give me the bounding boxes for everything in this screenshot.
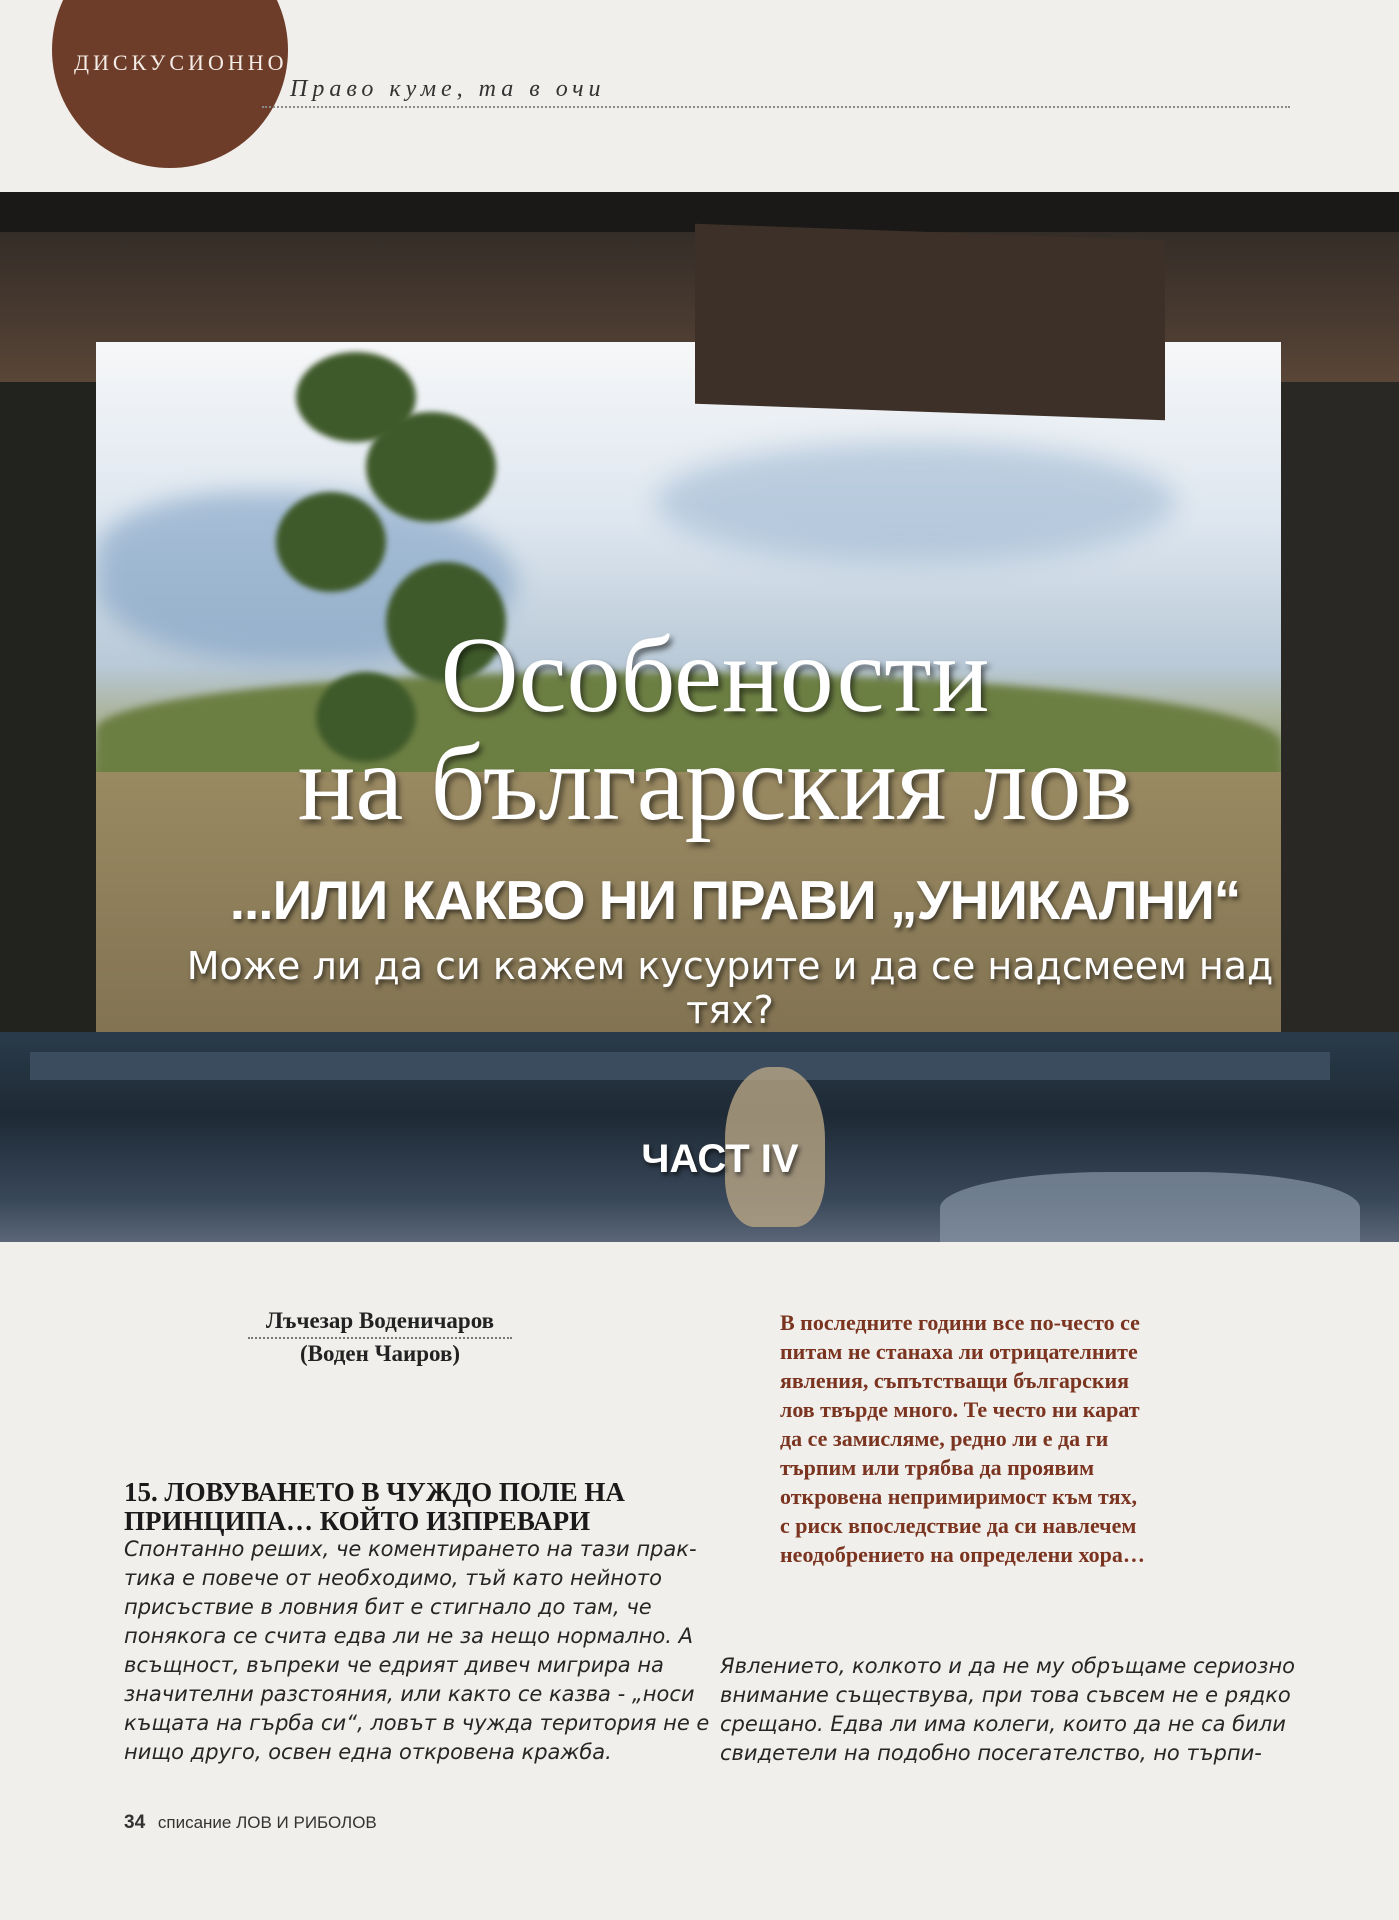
body-line: тика е повече от необходимо, тъй като нейното bbox=[124, 1566, 662, 1590]
body-line: присъствие в ловния бит е стигнало до там, че bbox=[124, 1595, 652, 1619]
body-line: къщата на гърба си“, ловът в чужда територия не е bbox=[124, 1711, 710, 1735]
article-kicker: ...ИЛИ КАКВО НИ ПРАВИ „УНИКАЛНИ“ bbox=[229, 869, 1241, 931]
body-line: Спонтанно реших, че коментирането на тази прак- bbox=[124, 1537, 697, 1561]
article-title bbox=[150, 616, 1280, 843]
lead-line: лов твърде много. Те често ни карат bbox=[780, 1397, 1140, 1422]
author-pseudonym: (Воден Чаиров) bbox=[299, 1341, 461, 1366]
hero-photo bbox=[0, 192, 1399, 1242]
lead-line: търпим или трябва да проявим bbox=[780, 1455, 1095, 1480]
lead-line: да се замисляме, редно ли е да ги bbox=[780, 1426, 1109, 1451]
body-line: Явлението, колкото и да не му обръщаме сериозно bbox=[720, 1654, 1296, 1678]
photo-plank bbox=[30, 1052, 1330, 1080]
title-line-1: Особености bbox=[440, 616, 990, 735]
part-label: ЧАСТ IV bbox=[641, 1137, 799, 1181]
section-label: ДИСКУСИОННО bbox=[74, 50, 288, 75]
photo-overhang bbox=[695, 224, 1165, 420]
body-line: значителни разстояния, или както се казва - „носи bbox=[124, 1682, 695, 1706]
section-badge bbox=[52, 0, 288, 168]
header-divider bbox=[262, 106, 1290, 108]
lead-line: В последните години все по-често се bbox=[780, 1310, 1140, 1335]
lead-line: с риск впоследствие да си навлечем bbox=[780, 1513, 1137, 1538]
lead-paragraph bbox=[780, 1308, 1240, 1569]
lead-line: неодобрението на определени хора… bbox=[780, 1542, 1145, 1567]
section-heading-line: ПРИНЦИПА… КОЙТО ИЗПРЕВАРИ bbox=[124, 1506, 591, 1536]
section-heading bbox=[124, 1478, 684, 1536]
photo-leaves bbox=[276, 492, 386, 592]
body-line: нищо друго, освен една откровена кражба. bbox=[124, 1740, 612, 1764]
body-column-left bbox=[124, 1535, 710, 1767]
body-line: срещано. Едва ли има колеги, които да не са били bbox=[720, 1712, 1286, 1736]
section-heading-line: 15. ЛОВУВАНЕТО В ЧУЖДО ПОЛЕ НА bbox=[124, 1477, 625, 1507]
lead-line: явления, съпътстващи българския bbox=[780, 1368, 1130, 1393]
lead-line: питам не станаха ли отрицателните bbox=[780, 1339, 1138, 1364]
author-byline bbox=[240, 1306, 520, 1369]
title-line-2: на българския лов bbox=[297, 724, 1133, 843]
page-footer bbox=[124, 1812, 377, 1834]
article-subtitle: Може ли да си кажем кусурите и да се надсмеем над тях? bbox=[186, 944, 1274, 1032]
rubric-title: Право куме, та в очи bbox=[290, 76, 606, 102]
photo-leaves bbox=[366, 412, 496, 522]
photo-floor bbox=[940, 1172, 1360, 1242]
body-line: внимание съществува, при това съвсем не е рядко bbox=[720, 1683, 1291, 1707]
page-number: 34 bbox=[124, 1812, 146, 1833]
photo-sky bbox=[656, 442, 1176, 562]
body-line: свидетели на подобно посегателство, но търпи- bbox=[720, 1741, 1262, 1765]
magazine-name: списание ЛОВ И РИБОЛОВ bbox=[157, 1813, 377, 1832]
body-column-right bbox=[720, 1652, 1296, 1768]
lead-line: откровена непримиримост към тях, bbox=[780, 1484, 1137, 1509]
body-line: всъщност, въпреки че едрият дивеч мигрира на bbox=[124, 1653, 664, 1677]
author-name: Лъчезар Воденичаров bbox=[248, 1306, 512, 1339]
body-line: понякога се счита едва ли не за нещо нормално. А bbox=[124, 1624, 693, 1648]
